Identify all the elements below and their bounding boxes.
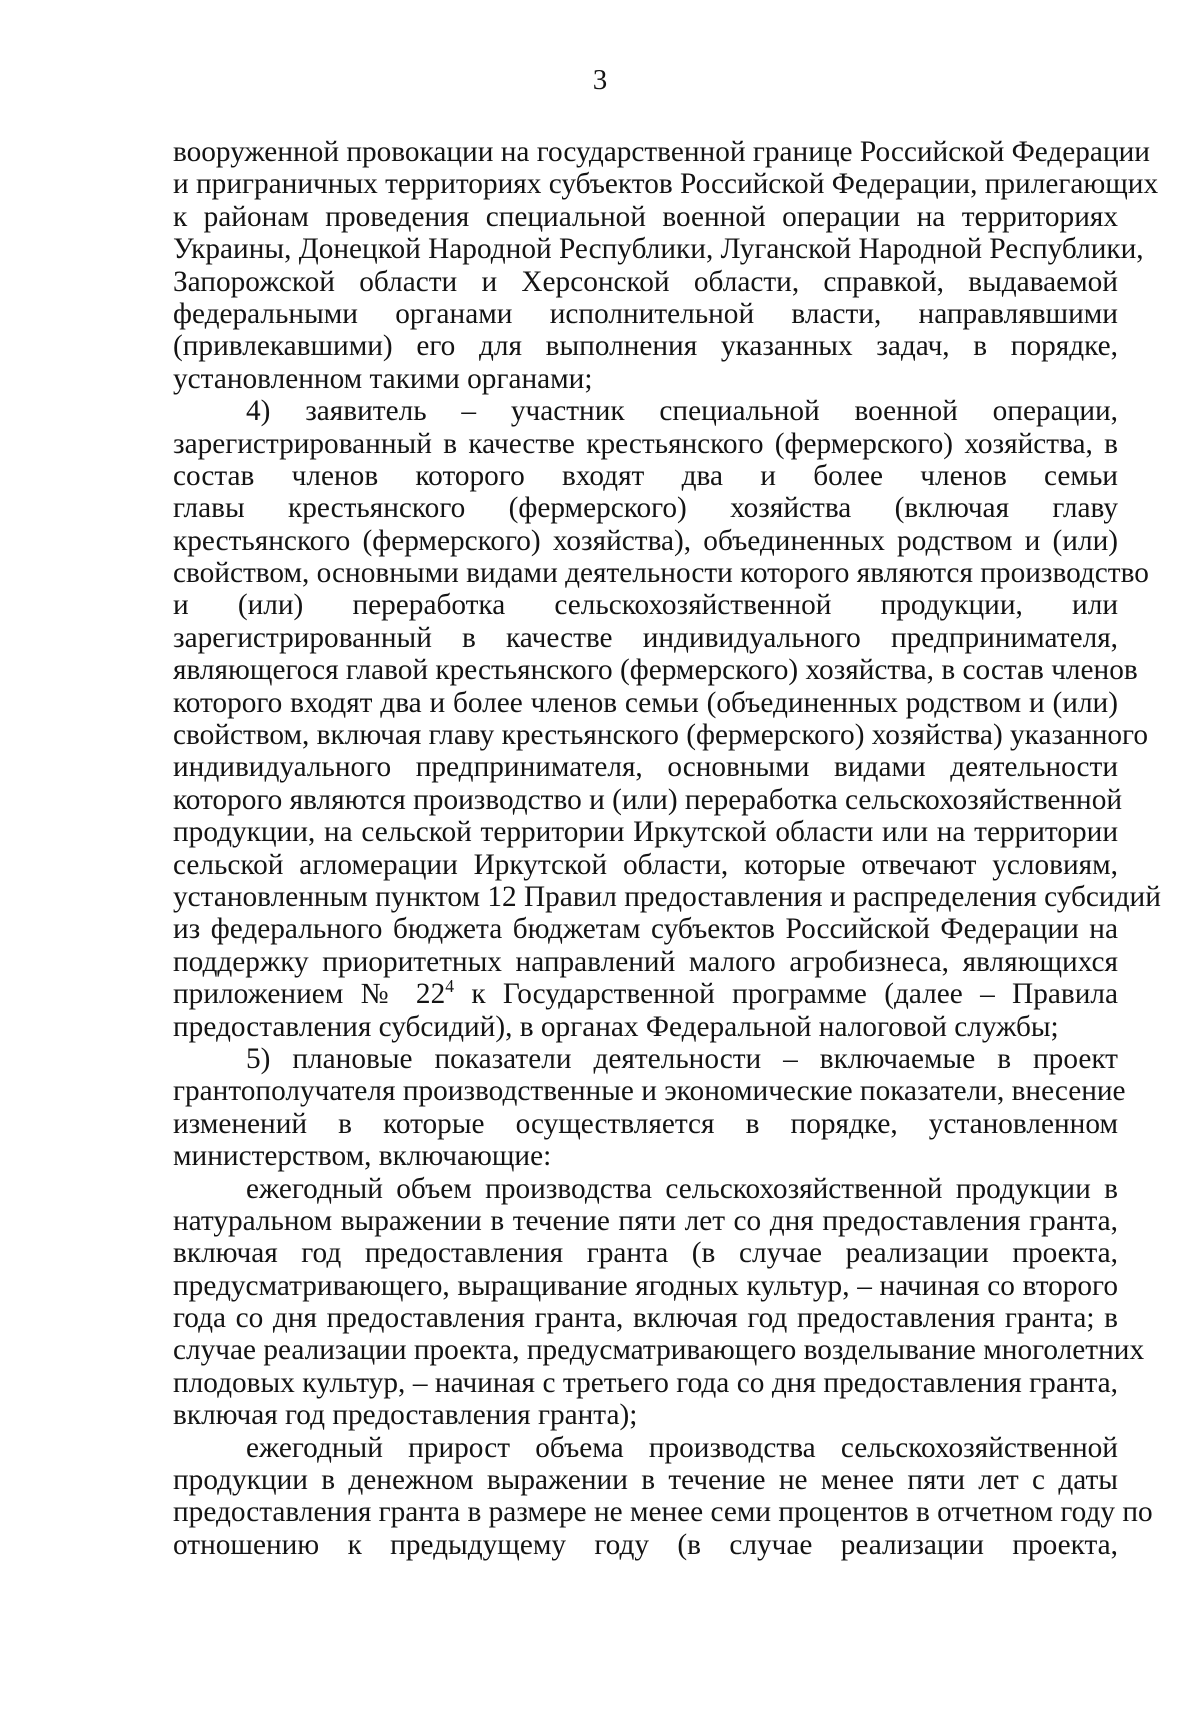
- text-line-content: из федерального бюджета бюджетам субъектов Российской Федерации на: [173, 913, 1118, 946]
- text-line: [173, 946, 1118, 978]
- text-line-content: натуральном выражении в течение пяти лет со дня предоставления гранта,: [173, 1204, 1118, 1237]
- text-line: [173, 687, 1118, 719]
- text-line: [173, 1464, 1118, 1496]
- text-line: [173, 136, 1150, 168]
- text-line-content: и (или) переработка сельскохозяйственной продукции, или: [173, 589, 1118, 622]
- text-line-content: Украины, Донецкой Народной Республики, Луганской Народной Республики,: [173, 233, 1144, 266]
- text-line: [173, 1108, 1118, 1140]
- text-line: [173, 1399, 1118, 1431]
- text-line-content: главы крестьянского (фермерского) хозяйства (включая главу: [173, 492, 1118, 525]
- text-line: [173, 1529, 1118, 1561]
- text-line-content: свойством, основными видами деятельности которого являются производство: [173, 557, 1149, 590]
- text-line-content: грантополучателя производственные и экономические показатели, внесение: [173, 1075, 1126, 1108]
- text-line: [173, 525, 1118, 557]
- text-line-content: ежегодный прирост объема производства сельскохозяйственной: [246, 1431, 1118, 1464]
- text-line: [173, 1302, 1118, 1334]
- text-line: [173, 589, 1118, 621]
- text-line: [173, 751, 1118, 783]
- text-line-content: крестьянского (фермерского) хозяйства), объединенных родством и (или): [173, 524, 1118, 557]
- text-line: [173, 1334, 1145, 1367]
- text-line-continuation: к Государственной программе (далее – Правила: [454, 978, 1119, 1011]
- text-line-content: плодовых культур, – начиная с третьего года со дня предоставления гранта,: [173, 1366, 1118, 1399]
- text-line-content: и приграничных территориях субъектов Российской Федерации, прилегающих: [173, 168, 1159, 201]
- text-line-content: зарегистрированный в качестве крестьянского (фермерского) хозяйства, в: [173, 427, 1118, 460]
- page-number: 3: [592, 64, 608, 96]
- text-line-content: включая год предоставления гранта);: [173, 1399, 638, 1432]
- text-line-content: ежегодный объем производства сельскохозяйственной продукции в: [246, 1172, 1118, 1205]
- text-line: [173, 492, 1118, 524]
- text-line-content: к районам проведения специальной военной операции на территориях: [173, 200, 1118, 233]
- text-line: [173, 1140, 1118, 1172]
- text-line: [173, 816, 1118, 848]
- text-line: [173, 719, 1148, 752]
- text-line-content: свойством, включая главу крестьянского (фермерского) хозяйства) указанного: [173, 719, 1148, 752]
- text-line: [173, 1205, 1118, 1237]
- text-line: [173, 880, 1161, 913]
- text-line-content: являющегося главой крестьянского (фермерского) хозяйства, в состав членов: [173, 654, 1138, 687]
- text-line: [173, 1043, 1118, 1075]
- text-line-content: федеральными органами исполнительной власти, направлявшими: [173, 297, 1118, 330]
- text-line-content: (привлекавшими) его для выполнения указанных задач, в порядке,: [173, 330, 1118, 363]
- text-line-content: поддержку приоритетных направлений малого агробизнеса, являющихся: [173, 945, 1118, 978]
- text-line: [173, 783, 1123, 816]
- text-line-content: продукции, на сельской территории Иркутской области или на территории: [173, 816, 1118, 849]
- text-line: [173, 1173, 1118, 1205]
- text-line: [173, 330, 1118, 362]
- text-line: [173, 266, 1118, 298]
- text-line-content: 5) плановые показатели деятельности – включаемые в проект: [246, 1042, 1118, 1075]
- text-line-content: приложением № 22: [173, 978, 446, 1011]
- text-line-content: которого входят два и более членов семьи (объединенных родством и (или): [173, 686, 1118, 719]
- text-line-content: установленном такими органами;: [173, 362, 593, 395]
- text-line-content: предоставления гранта в размере не менее семи процентов в отчетном году по: [173, 1496, 1153, 1529]
- text-line-content: министерством, включающие:: [173, 1140, 552, 1173]
- text-line: [173, 1496, 1153, 1529]
- text-line: [173, 233, 1144, 266]
- text-line-content: которого являются производство и (или) переработка сельскохозяйственной: [173, 783, 1123, 816]
- text-line: [173, 201, 1118, 233]
- text-line-content: года со дня предоставления гранта, включая год предоставления гранта; в: [173, 1302, 1118, 1335]
- text-line: [173, 460, 1118, 492]
- text-line: [173, 363, 1118, 395]
- text-line-content: отношению к предыдущему году (в случае реализации проекта,: [173, 1528, 1118, 1561]
- text-line: [173, 557, 1149, 590]
- text-line-content: зарегистрированный в качестве индивидуального предпринимателя,: [173, 621, 1118, 654]
- text-line-content: предусматривающего, выращивание ягодных культур, – начиная со второго: [173, 1269, 1118, 1302]
- text-line-content: продукции в денежном выражении в течение не менее пяти лет с даты: [173, 1464, 1118, 1497]
- text-line-content: изменений в которые осуществляется в порядке, установленном: [173, 1107, 1118, 1140]
- text-line-content: сельской агломерации Иркутской области, которые отвечают условиям,: [173, 848, 1118, 881]
- text-line: [173, 1011, 1118, 1043]
- superscript: 4: [445, 976, 455, 997]
- text-line: [173, 428, 1118, 460]
- text-line-content: установленным пунктом 12 Правил предоставления и распределения субсидий: [173, 880, 1161, 913]
- text-line-content: 4) заявитель – участник специальной военной операции,: [246, 395, 1118, 428]
- text-line: [173, 395, 1118, 427]
- text-line-content: предоставления субсидий), в органах Федеральной налоговой службы;: [173, 1010, 1059, 1043]
- text-line-content: включая год предоставления гранта (в случае реализации проекта,: [173, 1237, 1118, 1270]
- text-line-content: вооруженной провокации на государственной границе Российской Федерации: [173, 136, 1150, 168]
- text-line: [173, 849, 1118, 881]
- text-line: [173, 1270, 1118, 1302]
- text-line-content: индивидуального предпринимателя, основными видами деятельности: [173, 751, 1118, 784]
- text-line: [173, 622, 1118, 654]
- text-line: [173, 654, 1138, 687]
- text-line: [173, 1237, 1118, 1269]
- text-line: [173, 1075, 1126, 1108]
- text-line: [173, 298, 1118, 330]
- text-line: [173, 913, 1118, 945]
- text-line: [173, 1432, 1118, 1464]
- text-line-content: Запорожской области и Херсонской области, справкой, выдаваемой: [173, 265, 1118, 298]
- text-line-content: состав членов которого входят два и более членов семьи: [173, 459, 1118, 492]
- text-line: [173, 168, 1159, 201]
- text-line: [173, 978, 1118, 1010]
- text-line-content: случае реализации проекта, предусматривающего возделывание многолетних: [173, 1334, 1145, 1367]
- document-body: [173, 136, 1161, 1561]
- text-line: [173, 1367, 1118, 1399]
